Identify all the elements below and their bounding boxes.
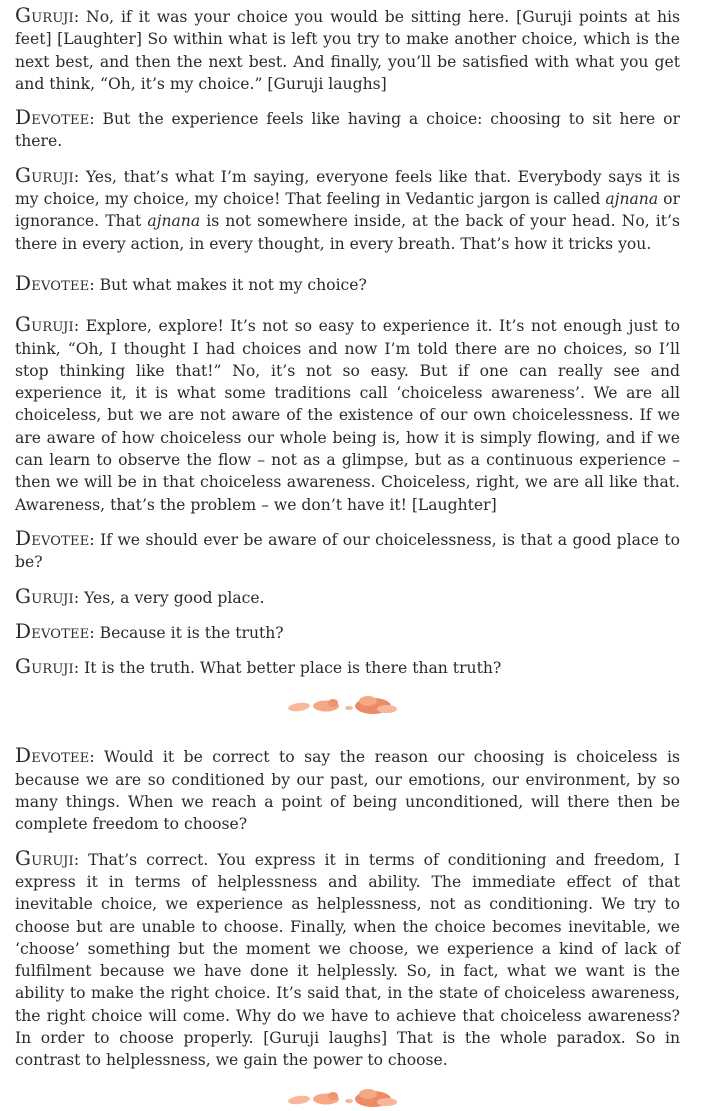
section-divider [15,690,680,718]
dialogue-paragraph-9 [15,655,680,679]
dialogue-paragraph-4 [15,272,680,296]
dialogue-paragraph-10 [15,744,680,835]
dialogue-paragraph-3: Guruji: Yes, that’s what I’m saying, everyone feels like that. Everybody says it is my choice, my choice, my choice! That feeling in Vedantic jargon is called ajnana or ignorance. That ajnana is not somewhere inside, at the back of your head. No, it’s there in every action, in every thought, in every breath. That’s how it tricks you. [15,162,680,253]
transcript-page [15,4,680,1111]
dialogue-paragraph-2 [15,106,680,153]
speaker-name: Guruji [15,162,74,187]
speaker-name: Guruji [15,3,74,27]
speaker-name: Devotee [15,743,90,768]
dialogue-text: : Because it is the truth? [89,623,284,642]
dialogue-paragraph-5 [15,313,680,516]
dialogue-text: : Would it be correct to say the reason our choosing is choiceless is because we are so conditioned by our past, our emotions, our environment, by so many things. When we reach a point of being unconditioned, will there then be complete freedom to choose? [15,748,680,834]
dialogue-text: : That’s correct. You express it in terms of conditioning and freedom, I express it in terms of helplessness and ability. The immediate effect of that inevitable choice, we experience as helplessness, not as conditioning. We try to choose but are unable to choose. Finally, when the choice becomes inevitable, we ‘choose’ something but the moment we choose, we experience a kind of lack of fulfilment because we have done it helplessly. So, in fact, what we want is the ability to make the right choice. It’s said that, in the state of choiceless awareness, the right choice will come. Why do we have to achieve that choiceless awareness? In order to choose properly. [Guruji laughs] That is the whole paradox. So in contrast to helplessness, we gain the power to choose. [15,850,680,1070]
dialogue-paragraph-8 [15,620,680,644]
dialogue-text: : But what makes it not my choice? [89,275,367,294]
dialogue-text: : It is the truth. What better place is there than truth? [73,659,502,678]
speaker-name: Guruji [15,654,74,679]
dialogue-paragraph-6 [15,527,680,574]
dialogue-text: : Explore, explore! It’s not so easy to experience it. It’s not enough just to think, “Oh, I thought I had choices and now I’m told there are no choices, so I’ll stop thinking like that!” No, it’s not so easy. But if one can really see and experience it, it is what some traditions call ‘choiceless awareness’. We are all choiceless, but we are not aware of the existence of our own choicelessness. If we are aware of how choiceless our whole being is, how it is simply flowing, and if we can learn to observe the flow – not as a glimpse, but as a continuous experience – then we will be in that choiceless awareness. Choiceless, right, we are all like that. Awareness, that’s the problem – we don’t have it! [Laughter] [15,317,680,514]
section-divider [15,1083,680,1111]
speaker-name: Devotee [15,618,90,643]
speaker-name: Guruji [15,312,74,337]
dialogue-text: : No, if it was your choice you would be sitting here. [Guruji points at his feet] [Laughter] So within what is left you try to make another choice, which is the next best, and then the next best. And finally, you’ll be satisfied with what you get and think, “Oh, it’s my choice.” [Guruji laughs] [15,8,680,93]
dialogue-text: : If we should ever be aware of our choicelessness, is that a good place to be? [15,530,680,572]
speaker-name: Devotee [15,105,90,130]
lotus-petals-ornament-icon [283,690,413,718]
speaker-name: Guruji [15,845,74,870]
speaker-name: Guruji [15,583,74,608]
emphasis-term: ajnana [605,190,659,209]
dialogue-text: : But the experience feels like having a choice: choosing to sit here or there. [15,110,680,151]
lotus-petals-ornament-icon [283,1083,413,1111]
dialogue-paragraph-1 [15,4,680,95]
speaker-name: Devotee [15,270,90,295]
dialogue-paragraph-11 [15,847,680,1072]
dialogue-text: : Yes, a very good place. [73,588,265,607]
dialogue-text: : Yes, that’s what I’m saying, everyone feels like that. Everybody says it is my choice, my choice, my choice! That feeling in Vedantic jargon is called [15,167,680,209]
emphasis-term: ajnana [147,212,201,231]
dialogue-paragraph-7 [15,585,680,609]
speaker-name: Devotee [15,525,90,550]
